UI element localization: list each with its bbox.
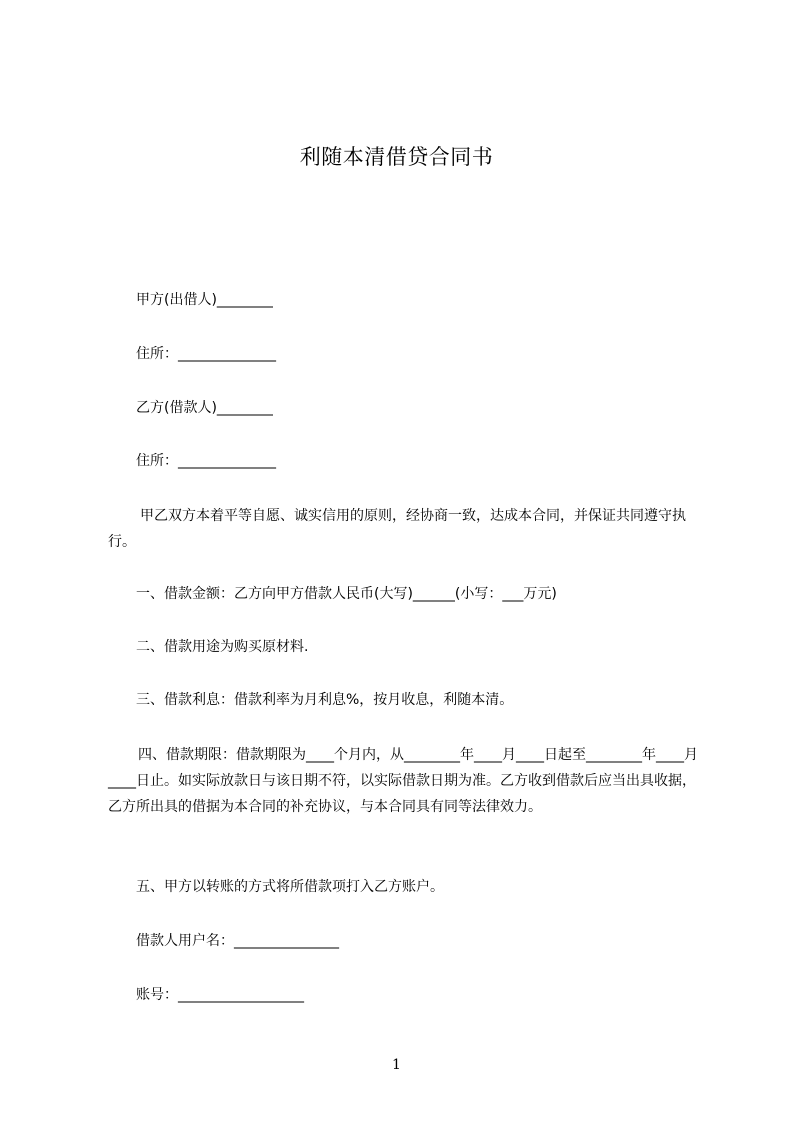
party-a-line: 甲方(出借人)________ (136, 292, 273, 308)
clause-1-amount: 一、借款金额：乙方向甲方借款人民币(大写)______(小写：___万元) (136, 586, 557, 602)
borrower-account-name-line: 借款人用户名：_______________ (136, 933, 339, 949)
account-number-line: 账号：__________________ (136, 987, 304, 1003)
clause-2-purpose: 二、借款用途为购买原材料. (136, 639, 309, 655)
party-a-address-line: 住所：______________ (136, 346, 276, 362)
party-b-address-line: 住所：______________ (136, 453, 276, 469)
clause-3-interest: 三、借款利息：借款利率为月利息%，按月收息，利随本清。 (136, 692, 514, 708)
page-number: 1 (392, 1057, 401, 1073)
clause-5-transfer: 五、甲方以转账的方式将所借款项打入乙方账户。 (136, 879, 444, 895)
document-title: 利随本清借贷合同书 (299, 145, 494, 169)
party-b-line: 乙方(借款人)________ (136, 400, 273, 416)
clause-4-term: 四、借款期限：借款期限为____个月内，从________年____月____日起至________年____月____日止。如实际放款日与该日期不符，以实际借款日期为准。乙方收到借款后应当出具收据，乙方所出具的借据为本合同的补充协议，与本合同具有同等法律效力。 (108, 747, 698, 815)
intro-paragraph: 甲乙双方本着平等自愿、诚实信用的原则，经协商一致，达成本合同，并保证共同遵守执行。 (108, 508, 686, 550)
